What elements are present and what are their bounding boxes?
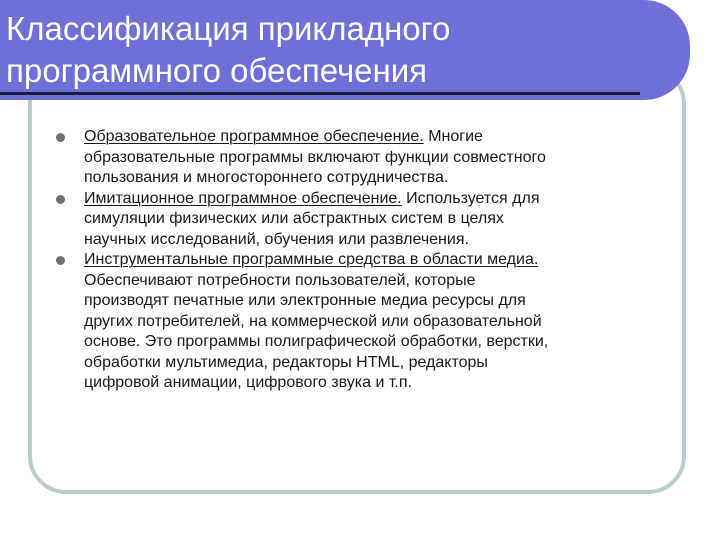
list-item-first-line — [84, 250, 674, 271]
slide-title-line-1: Классификация прикладного — [6, 10, 451, 47]
bullet-dot-icon — [56, 195, 65, 204]
title-underline — [0, 92, 640, 95]
list-item-text: цифровой анимации, цифрового звука и т.п. — [84, 374, 412, 391]
list-item-text: производят печатные или электронные медиа ресурсы для — [84, 292, 526, 309]
list-item — [54, 250, 674, 394]
list-item-text: научных исследований, обучения или развлечения. — [84, 230, 469, 248]
list-item-text: Обеспечивают потребности пользователей, которые — [84, 271, 476, 289]
list-item-text: Многие — [423, 128, 483, 145]
list-item-first-line — [84, 189, 674, 210]
list-item-text: других потребителей, на коммерческой или образовательной — [84, 312, 542, 330]
list-item-text: обработки мультимедиа, редакторы HTML, редакторы — [84, 353, 488, 371]
list-item-text: пользования и многостороннего сотрудничества. — [84, 169, 449, 186]
list-item-text: Используется для — [401, 189, 540, 207]
bullet-dot-icon — [56, 133, 65, 142]
slide-title — [6, 8, 656, 92]
bullet-dot-icon — [56, 256, 65, 265]
list-item-term: Имитационное программное обеспечение. — [84, 189, 402, 207]
list-item-text: образовательные программы включают функции совместного — [84, 148, 546, 166]
list-item — [54, 189, 674, 251]
list-item-text: симуляции физических или абстрактных систем в целях — [84, 210, 504, 227]
list-item-term: Инструментальные программные средства в области медиа. — [84, 251, 539, 268]
list-item-term: Образовательное программное обеспечение. — [84, 128, 424, 145]
list-item — [54, 127, 674, 189]
slide-title-line-2: программного обеспечения — [6, 52, 428, 89]
list-item-text: основе. Это программы полиграфической обработки, верстки, — [84, 333, 549, 350]
list-item-first-line — [84, 127, 674, 148]
bullet-list — [54, 127, 674, 394]
